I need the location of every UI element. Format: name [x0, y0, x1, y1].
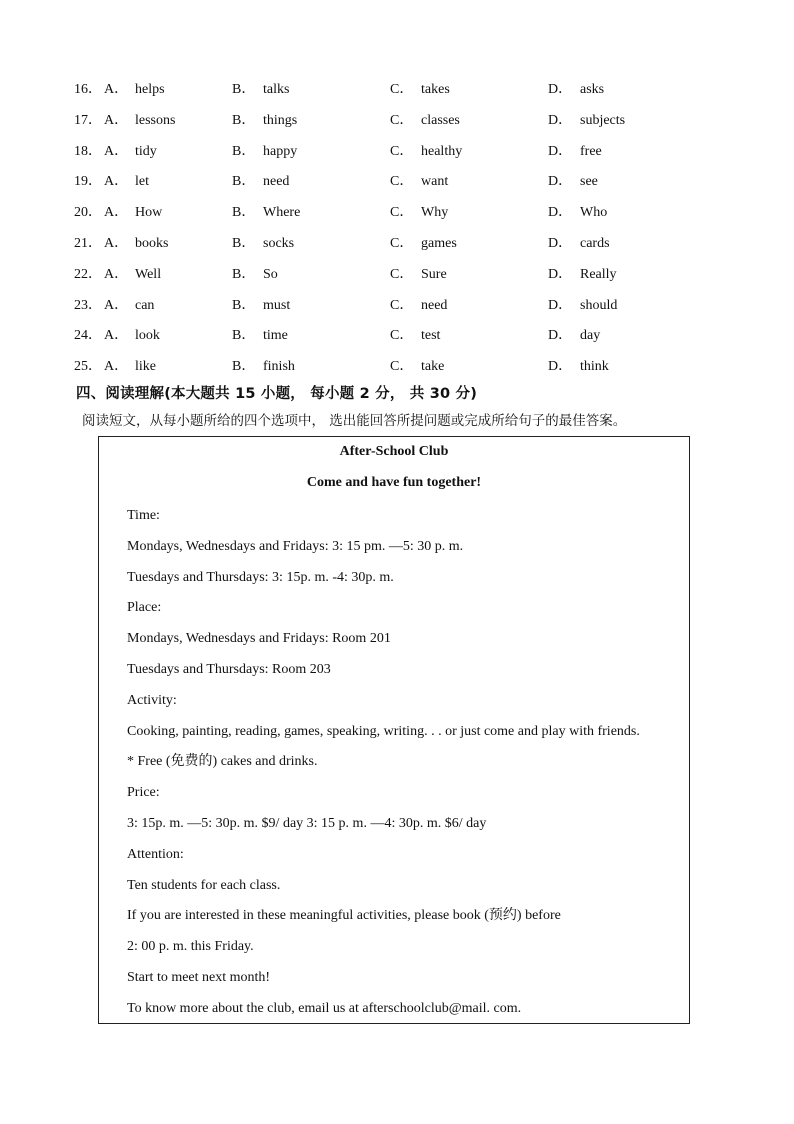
- notice-line: 3: 15p. m. —5: 30p. m. $9/ day 3: 15 p. m. —4: 30p. m. $6/ day: [127, 815, 487, 831]
- question-number: 17．: [74, 112, 102, 128]
- option-c-text: healthy: [421, 143, 463, 159]
- notice-line: Place:: [127, 600, 162, 616]
- option-d-letter: D．: [548, 328, 573, 344]
- option-a-text: like: [135, 359, 156, 375]
- option-d-letter: D．: [548, 297, 573, 313]
- option-b-letter: B．: [232, 235, 256, 251]
- option-row: [0, 291, 794, 322]
- question-number: 16．: [74, 82, 102, 97]
- option-b-text: happy: [263, 143, 298, 159]
- option-c-text: test: [421, 328, 441, 344]
- option-b-letter: B．: [232, 143, 256, 159]
- after-school-club-notice: [98, 436, 690, 1024]
- option-row: [0, 198, 794, 229]
- option-b-text: things: [263, 112, 298, 128]
- option-c-text: want: [421, 174, 449, 190]
- option-b-text: time: [263, 328, 288, 344]
- option-d-letter: D．: [548, 143, 573, 159]
- option-c-letter: C．: [390, 205, 414, 221]
- notice-line: * Free (免费的) cakes and drinks.: [127, 754, 318, 770]
- notice-line: Attention:: [127, 846, 184, 862]
- notice-line: If you are interested in these meaningful activities, please book (预约) before: [127, 908, 561, 924]
- option-a-text: look: [135, 328, 160, 344]
- notice-line: Cooking, painting, reading, games, speaking, writing. . . or just come and play with friends.: [127, 723, 640, 739]
- option-c-letter: C．: [390, 174, 414, 190]
- option-c-text: games: [421, 235, 457, 251]
- notice-line: Mondays, Wednesdays and Fridays: 3: 15 pm. —5: 30 p. m.: [127, 538, 464, 554]
- option-a-text: How: [135, 205, 163, 221]
- option-c-text: takes: [421, 82, 450, 97]
- option-d-letter: D．: [548, 266, 573, 282]
- option-b-text: must: [263, 297, 291, 313]
- option-b-text: talks: [263, 82, 290, 97]
- option-a-letter: A．: [104, 235, 129, 251]
- option-a-text: tidy: [135, 143, 157, 159]
- option-b-text: finish: [263, 359, 295, 375]
- option-d-letter: D．: [548, 205, 573, 221]
- option-a-letter: A．: [104, 266, 129, 282]
- option-c-text: need: [421, 297, 448, 313]
- option-row: [0, 167, 794, 198]
- notice-line: Tuesdays and Thursdays: Room 203: [127, 661, 331, 677]
- option-b-letter: B．: [232, 82, 256, 97]
- option-d-text: asks: [580, 82, 605, 97]
- option-b-letter: B．: [232, 359, 256, 375]
- option-c-letter: C．: [390, 82, 414, 97]
- option-c-text: take: [421, 359, 445, 375]
- option-c-letter: C．: [390, 328, 414, 344]
- option-d-text: see: [580, 174, 598, 190]
- option-c-letter: C．: [390, 143, 414, 159]
- option-a-letter: A．: [104, 328, 129, 344]
- option-row: [0, 260, 794, 291]
- question-number: 21．: [74, 235, 102, 251]
- question-number: 19．: [74, 174, 102, 190]
- section-title: 四、阅读理解(本大题共 15 小题， 每小题 2 分， 共 30 分): [76, 386, 478, 402]
- option-a-letter: A．: [104, 174, 129, 190]
- section-instructions: 阅读短文，从每小题所给的四个选项中， 选出能回答所提问题或完成所给句子的最佳答案。: [82, 413, 627, 429]
- option-b-letter: B．: [232, 174, 256, 190]
- answer-options-list: [0, 75, 794, 383]
- option-a-letter: A．: [104, 205, 129, 221]
- question-number: 23．: [74, 297, 102, 313]
- option-b-letter: B．: [232, 266, 256, 282]
- option-row: [0, 106, 794, 137]
- option-d-letter: D．: [548, 112, 573, 128]
- option-d-letter: D．: [548, 359, 573, 375]
- option-d-text: cards: [580, 235, 610, 251]
- option-row: [0, 321, 794, 352]
- option-row: [0, 352, 794, 383]
- option-d-text: day: [580, 328, 601, 344]
- option-c-letter: C．: [390, 235, 414, 251]
- notice-line: Start to meet next month!: [127, 969, 271, 985]
- notice-line: Ten students for each class.: [127, 877, 281, 893]
- option-d-text: free: [580, 143, 602, 159]
- option-a-text: Well: [135, 266, 162, 282]
- option-a-letter: A．: [104, 112, 129, 128]
- option-d-text: Really: [580, 266, 617, 282]
- question-number: 24．: [74, 328, 102, 344]
- option-a-text: helps: [135, 82, 165, 97]
- question-number: 18．: [74, 143, 102, 159]
- option-c-text: Sure: [421, 266, 447, 282]
- question-number: 22．: [74, 266, 102, 282]
- option-d-text: Who: [580, 205, 608, 221]
- notice-line: 2: 00 p. m. this Friday.: [127, 939, 254, 955]
- option-b-text: need: [263, 174, 290, 190]
- option-c-text: Why: [421, 205, 449, 221]
- option-a-letter: A．: [104, 359, 129, 375]
- option-c-letter: C．: [390, 359, 414, 375]
- option-d-letter: D．: [548, 82, 573, 97]
- option-b-letter: B．: [232, 205, 256, 221]
- question-number: 25．: [74, 359, 102, 375]
- option-c-letter: C．: [390, 112, 414, 128]
- option-a-letter: A．: [104, 82, 129, 97]
- option-b-text: So: [263, 266, 278, 282]
- question-number: 20．: [74, 205, 102, 221]
- notice-line: Mondays, Wednesdays and Fridays: Room 201: [127, 631, 391, 647]
- option-b-letter: B．: [232, 112, 256, 128]
- option-c-text: classes: [421, 112, 460, 128]
- option-a-text: lessons: [135, 112, 176, 128]
- option-c-letter: C．: [390, 297, 414, 313]
- notice-line: Activity:: [127, 692, 177, 708]
- notice-line: Time:: [127, 508, 160, 523]
- notice-line: Tuesdays and Thursdays: 3: 15p. m. -4: 30p. m.: [127, 569, 394, 585]
- notice-title: After-School Club: [339, 444, 449, 459]
- option-b-text: Where: [263, 205, 301, 221]
- option-row: [0, 137, 794, 168]
- notice-body: [127, 501, 679, 1025]
- option-a-letter: A．: [104, 143, 129, 159]
- option-d-letter: D．: [548, 174, 573, 190]
- option-c-letter: C．: [390, 266, 414, 282]
- notice-line: Price:: [127, 785, 160, 801]
- option-d-text: think: [580, 359, 609, 375]
- option-row: [0, 75, 794, 106]
- notice-subtitle: Come and have fun together!: [306, 475, 482, 490]
- option-a-letter: A．: [104, 297, 129, 313]
- option-a-text: books: [135, 235, 169, 251]
- option-b-letter: B．: [232, 297, 256, 313]
- option-a-text: let: [135, 174, 149, 190]
- option-d-letter: D．: [548, 235, 573, 251]
- option-d-text: should: [580, 297, 618, 313]
- option-row: [0, 229, 794, 260]
- option-d-text: subjects: [580, 112, 626, 128]
- notice-line: To know more about the club, email us at afterschoolclub@mail. com.: [127, 1000, 522, 1016]
- option-b-letter: B．: [232, 328, 256, 344]
- option-a-text: can: [135, 297, 155, 313]
- option-b-text: socks: [263, 235, 295, 251]
